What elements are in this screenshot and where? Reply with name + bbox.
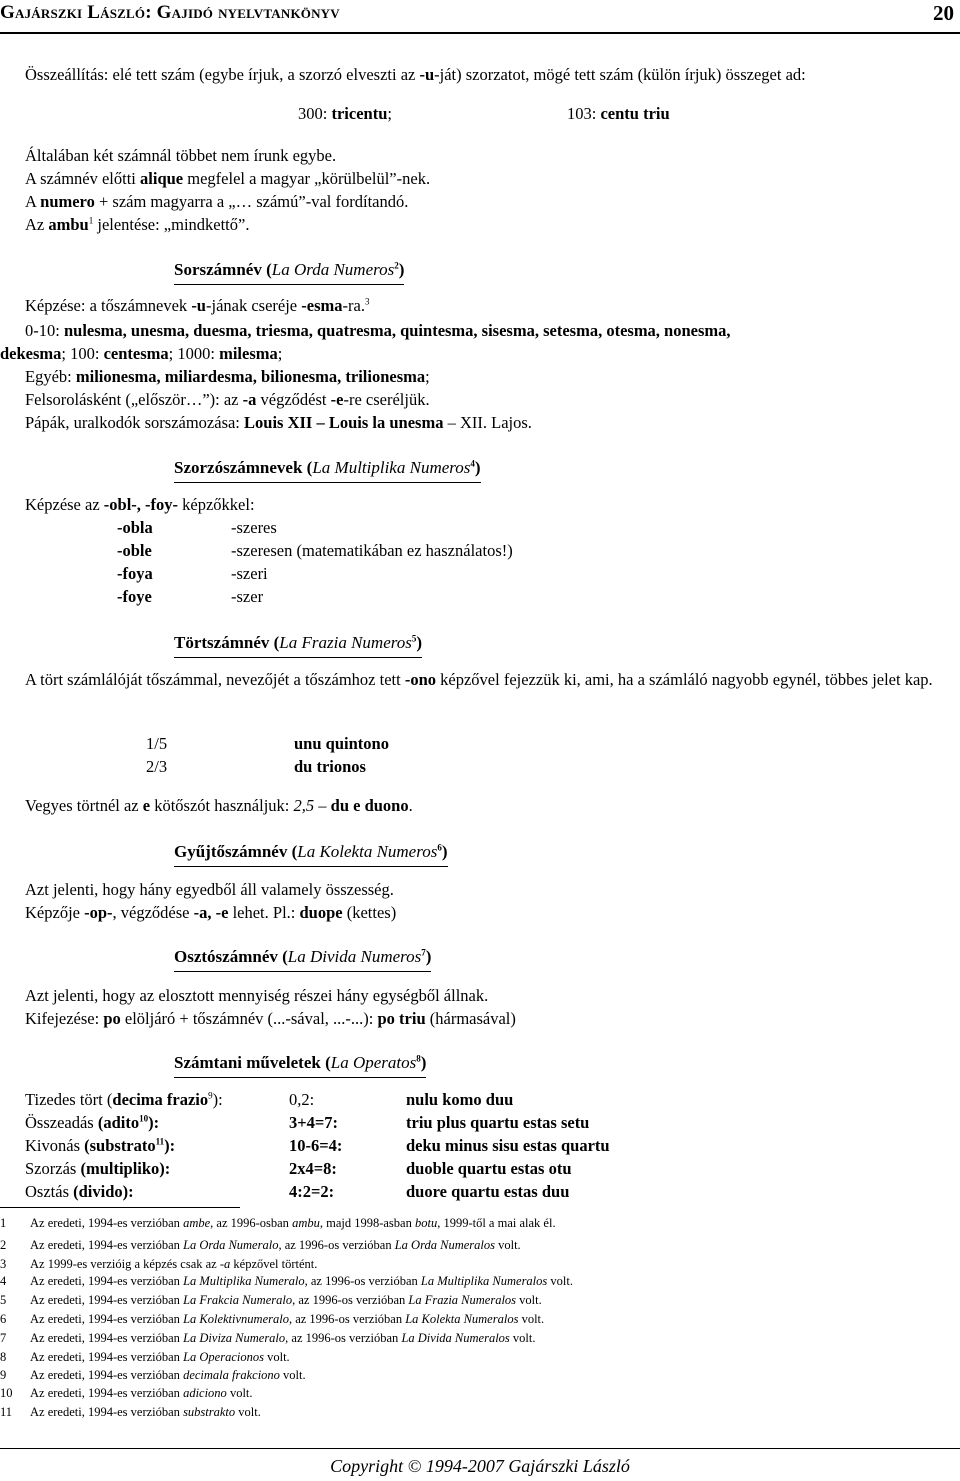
tort-example-word-2: du trionos xyxy=(294,757,366,776)
heading-szamtani-muveletek xyxy=(174,1053,426,1073)
text: Az eredeti, 1994-es verzióban xyxy=(30,1274,184,1288)
text: Tizedes tört ( xyxy=(25,1090,113,1109)
text: . xyxy=(408,796,413,815)
keyword: du e duono xyxy=(330,796,409,815)
term: La Frakcia Numeralo xyxy=(183,1293,293,1307)
tort-example-fraction-1: 1/5 xyxy=(146,734,168,753)
text: Az eredeti, 1994-es verzióban xyxy=(30,1386,184,1400)
footnote-number: 10 xyxy=(0,1386,13,1400)
text: , majd 1998-asban xyxy=(319,1216,415,1230)
example-punct: ; xyxy=(387,104,392,123)
text: Az eredeti, 1994-es verzióban xyxy=(30,1368,184,1382)
heading-underline xyxy=(174,971,431,972)
heading-term: La Frazia Numeros xyxy=(279,633,412,652)
sorszam-formation xyxy=(25,294,369,317)
heading-underline xyxy=(174,482,481,483)
example-number: 103: xyxy=(567,104,601,123)
heading-text: ) xyxy=(425,947,432,966)
heading-sorszamnev xyxy=(174,260,404,280)
text: , 1999-től a mai alak él. xyxy=(437,1216,556,1230)
heading-osztoszamnev xyxy=(174,947,431,967)
tort-paragraph xyxy=(0,668,960,691)
term: La Orda Numeralo xyxy=(183,1238,279,1252)
text: A számnév előtti xyxy=(25,169,141,188)
keyword: -op- xyxy=(84,903,113,922)
szorzo-meaning-4: -szer xyxy=(231,587,264,606)
page-header xyxy=(0,0,960,34)
keyword: (substrato xyxy=(84,1136,156,1155)
heading-underline xyxy=(174,866,448,867)
keyword: po triu xyxy=(377,1009,426,1028)
term: decimala frakciono xyxy=(183,1368,280,1382)
keyword: -obl-, -foy- xyxy=(103,495,179,514)
text: Az eredeti, 1994-es verzióban xyxy=(30,1216,184,1230)
text: képzővel fejezzük ki, ami, ha a számláló nagyobb egynél, többes jelet kap. xyxy=(436,670,933,689)
operation-label-1 xyxy=(25,1088,223,1111)
footnote-ref: 7 xyxy=(421,947,426,958)
text: volt. xyxy=(494,1238,521,1252)
text: Az eredeti, 1994-es verzióban xyxy=(30,1312,184,1326)
text: Pápák, uralkodók sorszámozása: xyxy=(25,413,245,432)
text: ; 1000: xyxy=(168,344,220,363)
operation-label-5 xyxy=(25,1180,134,1203)
text: , az 1996-os verzióban xyxy=(278,1238,395,1252)
operation-expr-5: 4:2=2: xyxy=(289,1182,335,1201)
text: volt. xyxy=(279,1368,306,1382)
heading-text: ) xyxy=(416,633,423,652)
footnote-ref: 6 xyxy=(437,842,442,853)
operation-expr-1: 0,2: xyxy=(289,1090,315,1109)
keyword: milionesma, miliardesma, bilionesma, trilionesma xyxy=(75,367,426,386)
tort-mixed-fraction xyxy=(25,794,413,817)
text: (hármasával) xyxy=(425,1009,516,1028)
heading-text: ) xyxy=(398,260,405,279)
operation-expr-4: 2x4=8: xyxy=(289,1159,337,1178)
operation-result-1: nulu komo duu xyxy=(406,1090,514,1109)
text: végződést xyxy=(256,390,331,409)
term: La Diviza Numeralo xyxy=(183,1331,286,1345)
keyword: e xyxy=(142,796,151,815)
text: Az eredeti, 1994-es verzióban xyxy=(30,1350,184,1364)
heading-text: Sorszámnév ( xyxy=(174,260,272,279)
example-number: 300: xyxy=(298,104,332,123)
text: Felsorolásként („először…”): az xyxy=(25,390,243,409)
text: jelentése: „mindkettő”. xyxy=(93,215,250,234)
footnote-11 xyxy=(0,1404,261,1421)
footnote-number: 2 xyxy=(0,1238,7,1252)
heading-term: La Divida Numeros xyxy=(287,947,422,966)
text: A xyxy=(25,192,41,211)
text: ; xyxy=(425,367,430,386)
term: substrakto xyxy=(183,1405,236,1419)
szorzo-suffix-2: -oble xyxy=(117,541,152,560)
text: lehet. Pl.: xyxy=(228,903,300,922)
footnote-number: 6 xyxy=(0,1312,7,1326)
text: Képzése az xyxy=(25,495,104,514)
text: Az eredeti, 1994-es verzióban xyxy=(30,1293,184,1307)
text: -jának cseréje xyxy=(205,296,302,315)
footnote-6 xyxy=(0,1311,544,1328)
footnote-ref: 5 xyxy=(411,633,417,644)
text: elöljáró + tőszámnév (...-sával, ...-...): xyxy=(120,1009,378,1028)
sorszam-popes xyxy=(25,411,532,434)
footnote-number: 7 xyxy=(0,1331,7,1345)
heading-szorzoszamnevek xyxy=(174,458,481,478)
keyword: duope xyxy=(299,903,343,922)
footnote-4 xyxy=(0,1273,573,1290)
heading-text: ) xyxy=(441,842,448,861)
heading-term: La Kolekta Numeros xyxy=(297,842,438,861)
footnote-8 xyxy=(0,1349,290,1366)
footnote-ref: 11 xyxy=(155,1136,165,1147)
footnote-number: 8 xyxy=(0,1350,7,1364)
keyword: numero xyxy=(40,192,95,211)
oszto-line-2 xyxy=(25,1007,516,1030)
footnote-5 xyxy=(0,1292,542,1309)
text: – XII. Lajos. xyxy=(443,413,532,432)
text: ; 100: xyxy=(61,344,104,363)
term: La Operacionos xyxy=(183,1350,264,1364)
term: La Multiplika Numeralo xyxy=(183,1274,305,1288)
szorzo-suffix-4: -foye xyxy=(117,587,152,606)
szorzo-meaning-2: -szeresen (matematikában ez használatos!) xyxy=(231,541,513,560)
keyword: -a, -e xyxy=(193,903,229,922)
term: La Divida Numeralos xyxy=(401,1331,510,1345)
keyword: milesma xyxy=(219,344,278,363)
text: Egyéb: xyxy=(25,367,76,386)
heading-text: ) xyxy=(474,458,481,477)
heading-text: Szorzószámnevek ( xyxy=(174,458,313,477)
szorzo-meaning-3: -szeri xyxy=(231,564,268,583)
intro-suffix: -u xyxy=(419,65,435,84)
szorzo-suffix-1: -obla xyxy=(117,518,153,537)
text: képzővel történt. xyxy=(230,1257,318,1271)
footnote-ref: 2 xyxy=(394,260,399,271)
text: Kifejezése: xyxy=(25,1009,104,1028)
text: volt. xyxy=(547,1274,573,1288)
heading-text: Osztószámnév ( xyxy=(174,947,288,966)
text: volt. xyxy=(509,1331,536,1345)
text: volt. xyxy=(518,1312,545,1326)
term: ambu xyxy=(292,1216,320,1230)
header-title: Gajárszki László: Gajidó nyelvtankönyv xyxy=(0,2,340,23)
heading-text: Számtani műveletek ( xyxy=(174,1053,331,1072)
text: (kettes) xyxy=(342,903,397,922)
text: + szám magyarra a „… számú”-val fordítandó. xyxy=(94,192,409,211)
text: – xyxy=(314,796,331,815)
sorszam-list-line-2 xyxy=(0,342,282,365)
text: Az xyxy=(25,215,49,234)
szorzo-suffix-3: -foya xyxy=(117,564,153,583)
keyword: -esma xyxy=(301,296,343,315)
keyword: Louis XII – Louis la unesma xyxy=(244,413,444,432)
oszto-line-1: Azt jelenti, hogy az elosztott mennyiség részei hány egységből állnak. xyxy=(25,986,489,1005)
footnote-number: 3 xyxy=(0,1257,7,1271)
keyword: centesma xyxy=(103,344,169,363)
text: volt. xyxy=(263,1350,290,1364)
sorszam-other xyxy=(25,365,430,388)
tort-example-fraction-2: 2/3 xyxy=(146,757,168,776)
text: Vegyes törtnél az xyxy=(25,796,143,815)
footnote-ref: 4 xyxy=(470,458,475,469)
text: Az eredeti, 1994-es verzióban xyxy=(30,1238,184,1252)
text: ): xyxy=(164,1136,176,1155)
operation-result-4: duoble quartu estas otu xyxy=(406,1159,572,1178)
text: Képzője xyxy=(25,903,85,922)
keyword: -e xyxy=(330,390,344,409)
text: , az 1996-os verzióban xyxy=(288,1312,406,1326)
term: La Frazia Numeralos xyxy=(408,1293,517,1307)
footnote-10 xyxy=(0,1385,253,1402)
keyword: nulesma, unesma, duesma, triesma, quatresma, quintesma, sisesma, setesma, otesma, nonesma, xyxy=(63,321,731,340)
keyword: alique xyxy=(140,169,184,188)
keyword: dekesma xyxy=(0,344,62,363)
heading-underline xyxy=(174,1077,426,1078)
term: -a xyxy=(219,1257,231,1271)
footnote-1 xyxy=(0,1215,556,1232)
text: Kivonás xyxy=(25,1136,85,1155)
intro-composition-line xyxy=(25,63,806,86)
intro-line-2 xyxy=(25,167,430,190)
heading-term: La Orda Numeros xyxy=(271,260,395,279)
text: -re cseréljük. xyxy=(343,390,430,409)
footnote-2 xyxy=(0,1237,521,1254)
term: adiciono xyxy=(183,1386,227,1400)
text: -ra. xyxy=(342,296,365,315)
text: megfelel a magyar „körülbelül”-nek. xyxy=(183,169,431,188)
keyword: -ono xyxy=(404,670,437,689)
operation-label-4 xyxy=(25,1157,170,1180)
text: ): xyxy=(212,1090,223,1109)
term: ambe xyxy=(183,1216,211,1230)
operation-expr-2: 3+4=7: xyxy=(289,1113,339,1132)
text: Osztás xyxy=(25,1182,74,1201)
keyword: po xyxy=(103,1009,121,1028)
keyword: (adito xyxy=(97,1113,140,1132)
heading-term: La Operatos xyxy=(330,1053,417,1072)
heading-underline xyxy=(174,657,422,658)
text: Az eredeti, 1994-es verzióban xyxy=(30,1331,184,1345)
example-103 xyxy=(567,102,670,125)
footnote-ref: 1 xyxy=(88,215,94,226)
footnote-number: 1 xyxy=(0,1216,7,1230)
keyword: ambu xyxy=(48,215,89,234)
text: volt. xyxy=(226,1386,253,1400)
keyword: (divido): xyxy=(73,1182,134,1201)
operation-label-3 xyxy=(25,1134,175,1157)
intro-text-end: -ját) szorzatot, mögé tett szám (külön írjuk) összeget ad: xyxy=(434,65,806,84)
operation-result-3: deku minus sisu estas quartu xyxy=(406,1136,610,1155)
term: La Kolektivnumeralo xyxy=(183,1312,289,1326)
text: A tört számlálóját tőszámmal, nevezőjét a tőszámhoz tett xyxy=(25,670,405,689)
keyword: decima frazio xyxy=(112,1090,209,1109)
text: , az 1996-osban xyxy=(210,1216,293,1230)
example-number: 2,5 xyxy=(293,796,315,815)
text: , végződése xyxy=(112,903,194,922)
sorszam-enumeration xyxy=(25,388,430,411)
footnote-number: 9 xyxy=(0,1368,7,1382)
text: , az 1996-os verzióban xyxy=(285,1331,402,1345)
keyword: -u xyxy=(191,296,206,315)
footnote-number: 4 xyxy=(0,1274,7,1288)
operation-result-2: triu plus quartu estas setu xyxy=(406,1113,590,1132)
text: , az 1996-os verzióban xyxy=(304,1274,421,1288)
intro-line-4 xyxy=(25,213,249,236)
intro-line-3 xyxy=(25,190,408,213)
text: , az 1996-os verzióban xyxy=(292,1293,409,1307)
footnote-ref: 3 xyxy=(364,296,370,307)
heading-text: Törtszámnév ( xyxy=(174,633,280,652)
term: botu xyxy=(414,1216,438,1230)
intro-text: Összeállítás: elé tett szám (egybe írjuk, a szorzó elveszti az xyxy=(25,65,420,84)
footnote-ref: 9 xyxy=(208,1090,213,1101)
text: ): xyxy=(148,1113,160,1132)
text: képzőkkel: xyxy=(178,495,255,514)
text: Az 1999-es verzióig a képzés csak az xyxy=(30,1257,220,1271)
szorzo-formation xyxy=(25,493,255,516)
example-word: tricentu xyxy=(331,104,388,123)
copyright-footer: Copyright © 1994-2007 Gajárszki László xyxy=(330,1456,630,1476)
keyword: (multipliko): xyxy=(80,1159,171,1178)
tort-example-word-1: unu quintono xyxy=(294,734,389,753)
operation-result-5: duore quartu estas duu xyxy=(406,1182,570,1201)
text: volt. xyxy=(235,1405,261,1419)
footnote-3 xyxy=(0,1256,317,1273)
heading-text: Gyűjtőszámnév ( xyxy=(174,842,298,861)
footnote-number: 5 xyxy=(0,1293,7,1307)
keyword: -a xyxy=(242,390,257,409)
footnote-separator xyxy=(0,1207,240,1208)
footnote-ref: 8 xyxy=(416,1053,421,1064)
heading-tortszamnev xyxy=(174,633,422,653)
text: ; xyxy=(277,344,283,363)
text: kötőszót használjuk: xyxy=(150,796,294,815)
heading-term: La Multiplika Numeros xyxy=(312,458,471,477)
heading-gyujtoszamnev xyxy=(174,842,448,862)
footnote-9 xyxy=(0,1367,306,1384)
text: Összeadás xyxy=(25,1113,98,1132)
heading-text: ) xyxy=(420,1053,427,1072)
heading-underline xyxy=(174,284,404,285)
text: Szorzás xyxy=(25,1159,81,1178)
text: 0-10: xyxy=(25,321,64,340)
text: Képzése: a tőszámnevek xyxy=(25,296,192,315)
example-300 xyxy=(298,102,392,125)
text: volt. xyxy=(516,1293,542,1307)
szorzo-meaning-1: -szeres xyxy=(231,518,277,537)
intro-line-1: Általában két számnál többet nem írunk egybe. xyxy=(25,146,337,165)
gyujto-line-2 xyxy=(25,901,396,924)
term: La Orda Numeralos xyxy=(394,1238,495,1252)
term: La Multiplika Numeralos xyxy=(420,1274,548,1288)
text: Az eredeti, 1994-es verzióban xyxy=(30,1405,184,1419)
sorszam-list-line-1 xyxy=(25,319,960,342)
page-number: 20 xyxy=(933,1,954,25)
gyujto-line-1: Azt jelenti, hogy hány egyedből áll valamely összesség. xyxy=(25,880,394,899)
footer-separator xyxy=(0,1448,960,1449)
footnote-7 xyxy=(0,1330,535,1347)
footnote-ref: 10 xyxy=(139,1113,149,1124)
example-word: centu triu xyxy=(600,104,670,123)
footnote-number: 11 xyxy=(0,1405,13,1419)
operation-label-2 xyxy=(25,1111,159,1134)
term: La Kolekta Numeralos xyxy=(405,1312,519,1326)
operation-expr-3: 10-6=4: xyxy=(289,1136,343,1155)
